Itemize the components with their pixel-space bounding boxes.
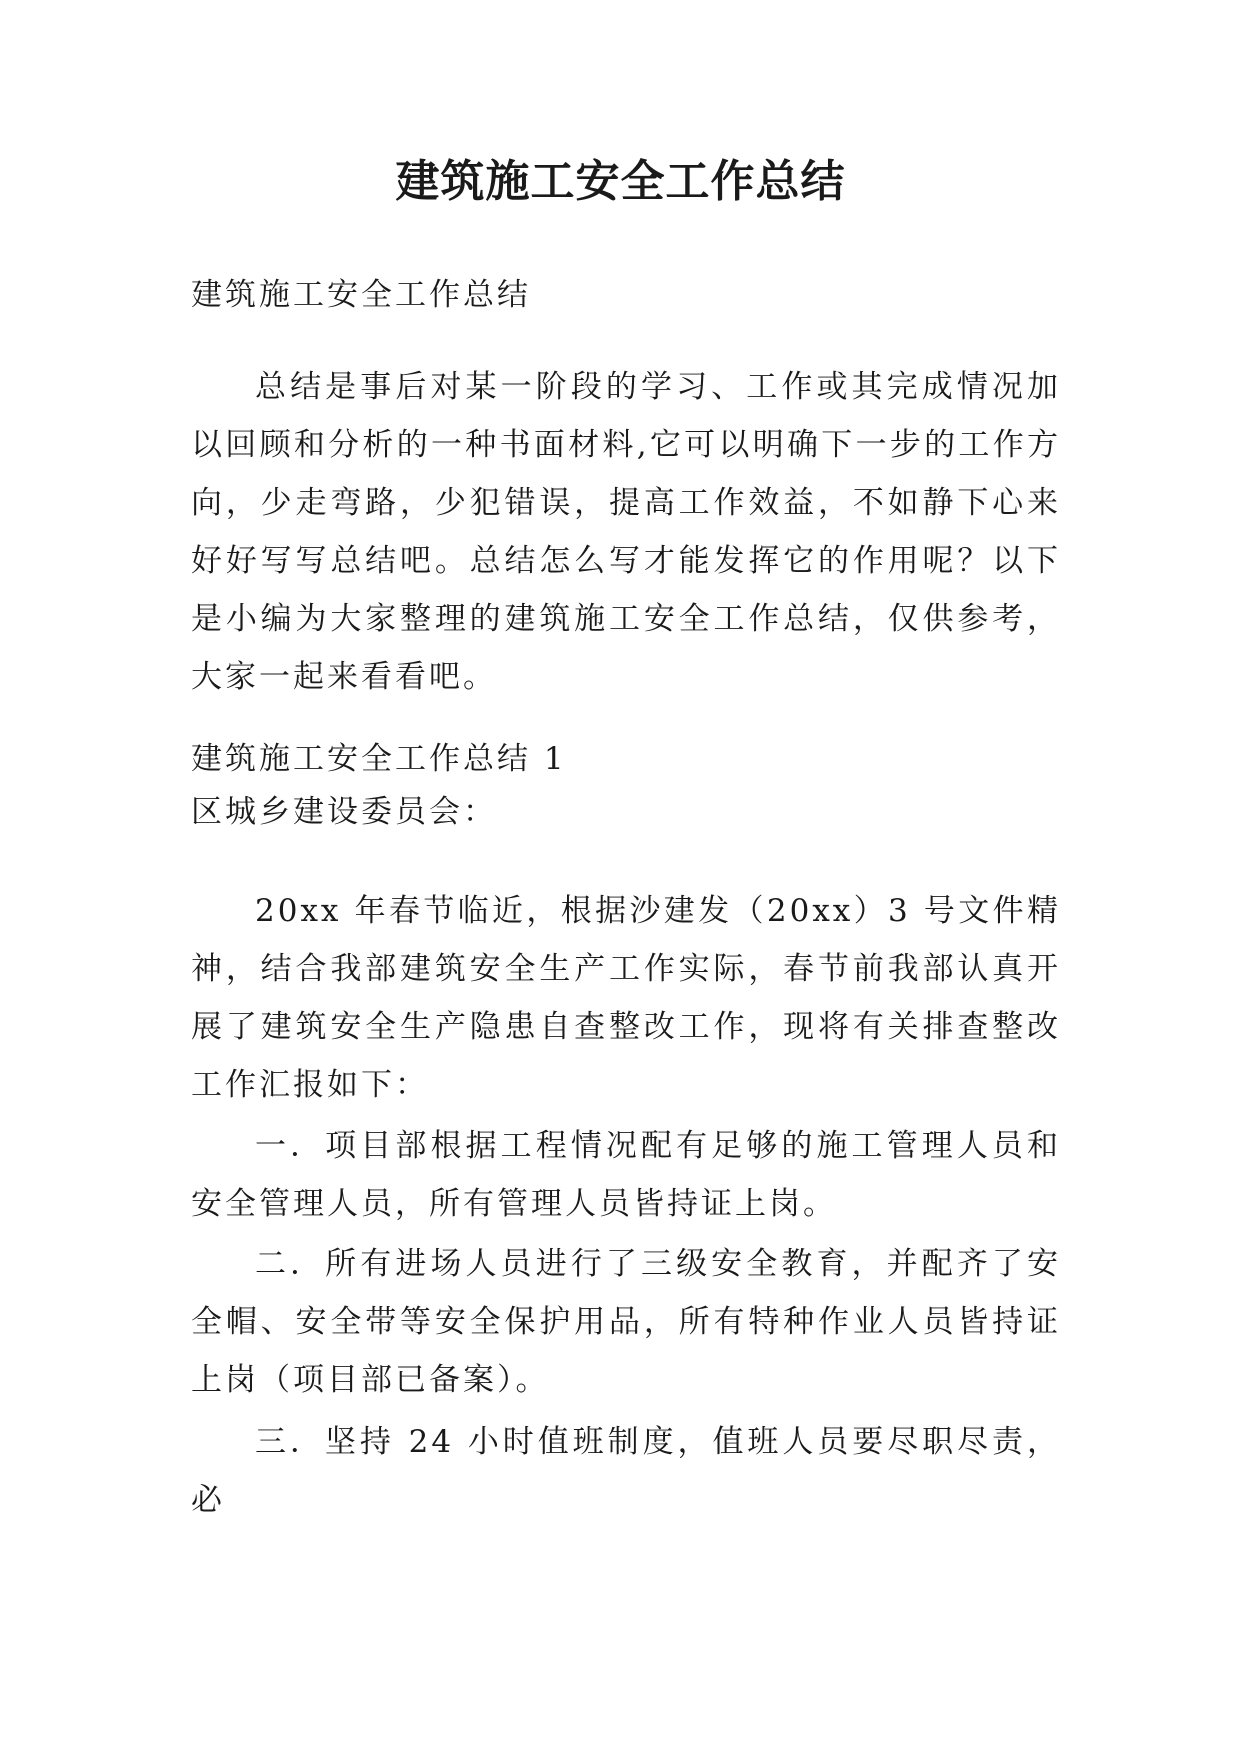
list-item: 三．坚持 24 小时值班制度，值班人员要尽职尽责，必 xyxy=(191,1424,1061,1518)
intro-paragraph: 总结是事后对某一阶段的学习、工作或其完成情况加以回顾和分析的一种书面材料,它可以明确下一步的工作方向，少走弯路，少犯错误，提高工作效益，不如静下心来好好写写总结吧。总结怎么写才能发挥它的作用呢？以下是小编为大家整理的建筑施工安全工作总结，仅供参考，大家一起来看看吧。 xyxy=(191,369,1061,695)
section-heading: 建筑施工安全工作总结 1 xyxy=(191,741,567,777)
document-title: 建筑施工安全工作总结 xyxy=(395,156,846,207)
recipient-line: 区城乡建设委员会： xyxy=(191,794,497,830)
body-paragraph: 20xx 年春节临近，根据沙建发（20xx）3 号文件精神，结合我部建筑安全生产工作实际，春节前我部认真开展了建筑安全生产隐患自查整改工作，现将有关排查整改工作汇报如下： xyxy=(191,893,1061,1103)
list-item: 一．项目部根据工程情况配有足够的施工管理人员和安全管理人员，所有管理人员皆持证上岗。 xyxy=(191,1128,1061,1222)
document-subtitle: 建筑施工安全工作总结 xyxy=(191,277,531,313)
list-item: 二．所有进场人员进行了三级安全教育，并配齐了安全帽、安全带等安全保护用品，所有特种作业人员皆持证上岗（项目部已备案）。 xyxy=(191,1246,1061,1398)
